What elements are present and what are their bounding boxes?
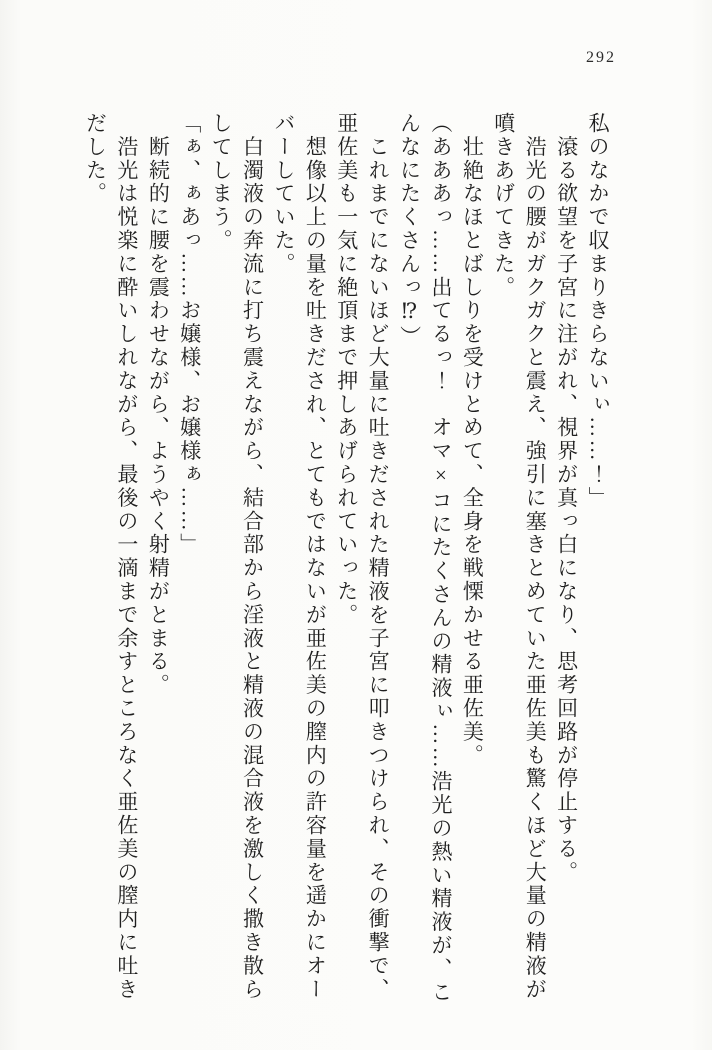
text-line: バーしていた。 <box>271 112 296 276</box>
page-number: 292 <box>586 49 616 66</box>
text-line: これまでにないほど大量に吐きだされた精液を子宮に叩きつけられ、その衝撃で、 <box>366 112 391 1002</box>
text-line: だした。 <box>83 112 108 206</box>
text-line: 「ぁ、ぁあっ……お嬢様、お嬢様ぁ……」 <box>177 112 202 557</box>
text-line: 亜佐美も一気に絶頂まで押しあげられていった。 <box>334 112 359 627</box>
text-line: 浩光は悦楽に酔いしれながら、最後の一滴まで余すところなく亜佐美の膣内に吐き <box>114 112 139 1002</box>
main-text-block <box>79 112 613 1027</box>
text-line: 白濁液の奔流に打ち震えながら、結合部から淫液と精液の混合液を激しく撒き散ら <box>240 112 265 1002</box>
text-line: （あああっ……出てるっ！ オマ×コにたくさんの精液ぃ……浩光の熱い精液が、こ <box>428 112 453 1005</box>
text-line: してしまう。 <box>209 112 234 253</box>
text-line: んなにたくさんっ⁉） <box>397 112 422 349</box>
text-line: 想像以上の量を吐きだされ、とてもではないが亜佐美の膣内の許容量を遥かにオー <box>303 112 328 1002</box>
text-line: 私のなかで収まりきらないぃ……！」 <box>586 112 610 510</box>
text-line: 噴きあげてきた。 <box>491 112 516 300</box>
text-line: 浩光の腰がガクガクと震え、強引に塞きとめていた亜佐美も驚くほど大量の精液が <box>523 112 548 1002</box>
text-line: 壮絶なほとばしりを受けとめて、全身を戦慄かせる亜佐美。 <box>460 112 485 768</box>
text-line: 滾る欲望を子宮に注がれ、視界が真っ白になり、思考回路が停止する。 <box>554 112 579 885</box>
text-line: 断続的に腰を震わせながら、ようやく射精がとまる。 <box>146 112 171 697</box>
